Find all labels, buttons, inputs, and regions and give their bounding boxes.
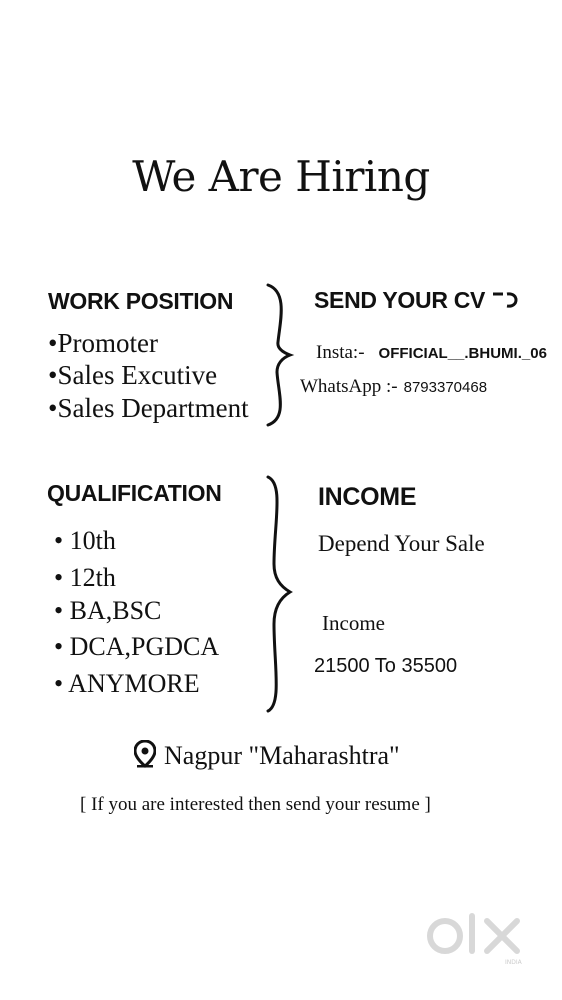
insta-label: Insta:- — [316, 342, 365, 363]
income-heading: INCOME — [318, 483, 417, 511]
send-cv-heading: SEND YOUR CV — [314, 287, 521, 314]
qualification-item-dca-pgdca: • DCA,PGDCA — [54, 632, 220, 661]
page-title: We Are Hiring — [132, 152, 430, 201]
work-item-sales-excutive: •Sales Excutive — [48, 360, 218, 390]
whatsapp-number: 8793370468 — [403, 379, 488, 396]
income-subtitle: Depend Your Sale — [318, 531, 485, 556]
qualification-item-12th: • 12th — [54, 563, 116, 592]
income-range: 21500 To 35500 — [314, 655, 458, 677]
olx-watermark-sub: INDIA — [505, 959, 522, 966]
map-pin-icon — [134, 740, 156, 768]
work-position-heading: WORK POSITION — [48, 288, 234, 314]
location-row — [134, 740, 400, 771]
location-text: Nagpur "Maharashtra" — [164, 741, 400, 770]
work-brace — [262, 282, 296, 428]
olx-watermark-logo — [425, 910, 530, 968]
income-label: Income — [322, 611, 385, 635]
work-item-sales-department: •Sales Department — [48, 393, 249, 423]
qualification-item-ba-bsc: • BA,BSC — [54, 596, 162, 625]
cv-scribble-icon — [491, 290, 521, 310]
whatsapp-label: WhatsApp :- — [300, 376, 398, 397]
qualification-item-anymore: • ANYMORE — [54, 669, 200, 698]
insta-handle: OFFICIAL__.BHUMI._06 — [378, 345, 547, 362]
qualification-item-10th: • 10th — [54, 526, 116, 555]
insta-row — [316, 342, 547, 364]
qualification-brace — [262, 474, 296, 714]
qualification-heading: QUALIFICATION — [47, 480, 222, 506]
work-item-promoter: •Promoter — [48, 328, 158, 358]
whatsapp-row — [300, 376, 487, 398]
resume-note: [ If you are interested then send your resume ] — [80, 794, 431, 815]
